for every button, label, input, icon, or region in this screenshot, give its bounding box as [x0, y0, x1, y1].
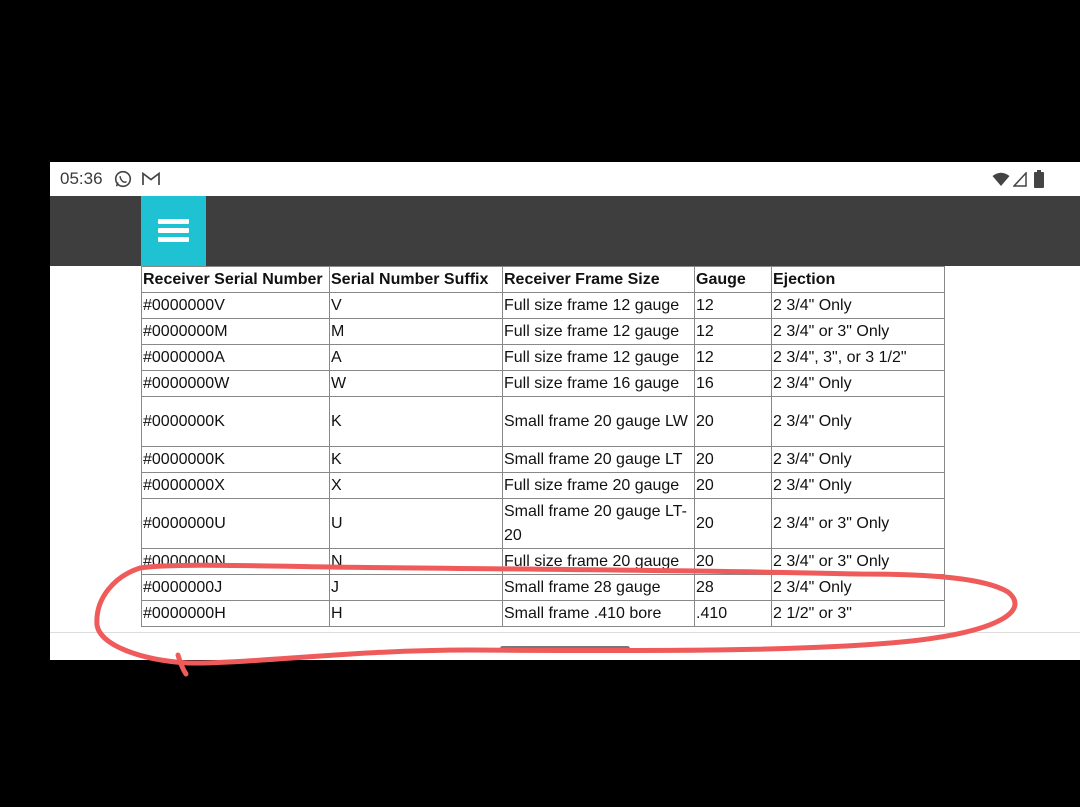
ejection-cell: 2 3/4" Only: [772, 371, 945, 397]
serial-number-cell: #0000000V: [142, 293, 330, 319]
frame-size-cell: Small frame 20 gauge LT-20: [503, 499, 695, 549]
serial-number-table: [141, 266, 945, 627]
serial-number-cell: #0000000N: [142, 549, 330, 575]
column-header: Serial Number Suffix: [330, 267, 503, 293]
column-header: Ejection: [772, 267, 945, 293]
frame-size-cell: Small frame 28 gauge: [503, 575, 695, 601]
column-header: Receiver Serial Number: [142, 267, 330, 293]
phone-screen: [50, 162, 1080, 660]
ejection-cell: 2 3/4" Only: [772, 397, 945, 447]
gauge-cell: 16: [695, 371, 772, 397]
gauge-cell: 28: [695, 575, 772, 601]
ejection-cell: 2 3/4", 3", or 3 1/2": [772, 345, 945, 371]
serial-number-cell: #0000000A: [142, 345, 330, 371]
status-time: 05:36: [60, 169, 103, 188]
signal-icon: [1013, 172, 1027, 187]
table-row: [142, 473, 945, 499]
suffix-cell: H: [330, 601, 503, 627]
suffix-cell: M: [330, 319, 503, 345]
gauge-cell: 12: [695, 293, 772, 319]
gauge-cell: 20: [695, 447, 772, 473]
serial-number-cell: #0000000K: [142, 397, 330, 447]
whatsapp-icon: [114, 170, 132, 188]
suffix-cell: V: [330, 293, 503, 319]
frame-size-cell: Small frame .410 bore: [503, 601, 695, 627]
serial-number-cell: #0000000M: [142, 319, 330, 345]
frame-size-cell: Full size frame 12 gauge: [503, 293, 695, 319]
app-bar: [50, 196, 1080, 266]
serial-number-cell: #0000000U: [142, 499, 330, 549]
frame-size-cell: Full size frame 12 gauge: [503, 345, 695, 371]
table-row: [142, 447, 945, 473]
gauge-cell: 20: [695, 397, 772, 447]
ejection-cell: 2 3/4" or 3" Only: [772, 499, 945, 549]
suffix-cell: K: [330, 447, 503, 473]
table-row: [142, 371, 945, 397]
ejection-cell: 2 3/4" or 3" Only: [772, 549, 945, 575]
suffix-cell: N: [330, 549, 503, 575]
ejection-cell: 2 3/4" Only: [772, 293, 945, 319]
suffix-cell: W: [330, 371, 503, 397]
column-header: Receiver Frame Size: [503, 267, 695, 293]
suffix-cell: A: [330, 345, 503, 371]
battery-icon: [1034, 170, 1044, 188]
serial-number-cell: #0000000J: [142, 575, 330, 601]
ejection-cell: 2 3/4" or 3" Only: [772, 319, 945, 345]
frame-size-cell: Full size frame 20 gauge: [503, 473, 695, 499]
gmail-icon: [142, 172, 160, 186]
table-row: [142, 575, 945, 601]
status-bar: [50, 162, 1080, 196]
ejection-cell: 2 3/4" Only: [772, 473, 945, 499]
gauge-cell: 20: [695, 499, 772, 549]
frame-size-cell: Small frame 20 gauge LT: [503, 447, 695, 473]
column-header: Gauge: [695, 267, 772, 293]
suffix-cell: K: [330, 397, 503, 447]
serial-number-cell: #0000000H: [142, 601, 330, 627]
frame-size-cell: Full size frame 16 gauge: [503, 371, 695, 397]
table-row: [142, 499, 945, 549]
wifi-icon: [992, 172, 1010, 187]
menu-button[interactable]: [141, 196, 206, 266]
table-row: [142, 319, 945, 345]
gauge-cell: .410: [695, 601, 772, 627]
serial-number-cell: #0000000X: [142, 473, 330, 499]
frame-size-cell: Small frame 20 gauge LW: [503, 397, 695, 447]
table-header-row: [142, 267, 945, 293]
table-row: [142, 397, 945, 447]
ejection-cell: 2 3/4" Only: [772, 575, 945, 601]
table-row: [142, 293, 945, 319]
ejection-cell: 2 3/4" Only: [772, 447, 945, 473]
suffix-cell: U: [330, 499, 503, 549]
gauge-cell: 20: [695, 549, 772, 575]
serial-number-cell: #0000000W: [142, 371, 330, 397]
frame-size-cell: Full size frame 12 gauge: [503, 319, 695, 345]
divider: [50, 632, 1080, 633]
suffix-cell: X: [330, 473, 503, 499]
page-content: [50, 266, 1080, 660]
ejection-cell: 2 1/2" or 3": [772, 601, 945, 627]
frame-size-cell: Full size frame 20 gauge: [503, 549, 695, 575]
gauge-cell: 12: [695, 345, 772, 371]
gesture-navigation-bar[interactable]: [500, 646, 630, 651]
table-row: [142, 601, 945, 627]
gauge-cell: 12: [695, 319, 772, 345]
gauge-cell: 20: [695, 473, 772, 499]
serial-number-cell: #0000000K: [142, 447, 330, 473]
table-row: [142, 549, 945, 575]
table-row: [142, 345, 945, 371]
suffix-cell: J: [330, 575, 503, 601]
